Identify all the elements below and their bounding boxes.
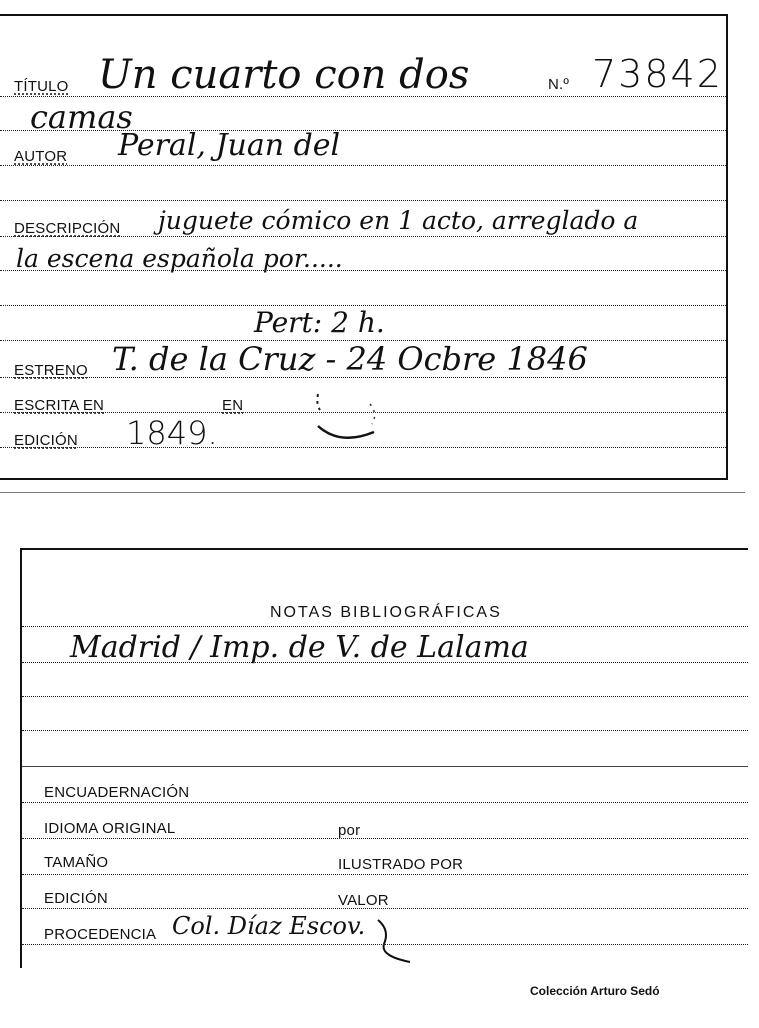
autor-label: AUTOR <box>14 148 68 165</box>
edicion-label-back: EDICIÓN <box>44 890 108 907</box>
edicion-value: 1849. <box>126 414 218 452</box>
titulo-label: TÍTULO <box>14 78 69 95</box>
catalog-card-front <box>0 0 759 500</box>
catalog-card-back <box>0 540 759 1010</box>
card-front-top-border <box>0 14 728 16</box>
valor-label: VALOR <box>338 892 389 909</box>
por-label: por <box>338 822 361 839</box>
card-front-bottom-border <box>0 478 728 480</box>
numero-value: 73842 <box>592 52 723 96</box>
descripcion-continuation: la escena española por..... <box>16 244 343 273</box>
idioma-label: IDIOMA ORIGINAL <box>44 820 176 837</box>
card-back-top-border <box>22 548 748 550</box>
rule-line <box>22 874 748 875</box>
card-front-right-border <box>726 14 728 480</box>
procedencia-flourish <box>370 910 430 970</box>
procedencia-label: PROCEDENCIA <box>44 926 157 943</box>
card-back-left-border <box>20 548 22 968</box>
card-back-top-shadow <box>0 492 745 493</box>
rule-line-solid <box>22 766 748 767</box>
estreno-label: ESTRENO <box>14 362 88 379</box>
rule-line <box>22 802 748 803</box>
rule-line <box>0 200 726 201</box>
notas-heading: NOTAS BIBLIOGRÁFICAS <box>270 604 502 621</box>
pencil-stroke <box>310 390 390 450</box>
rule-line <box>22 838 748 839</box>
titulo-continuation: camas <box>30 98 133 136</box>
procedencia-value: Col. Díaz Escov. <box>172 912 366 940</box>
encuadernacion-label: ENCUADERNACIÓN <box>44 784 190 801</box>
notas-value: Madrid / Imp. de V. de Lalama <box>70 630 529 665</box>
pages-note: Pert: 2 h. <box>254 306 385 339</box>
escrita-en-label: ESCRITA EN <box>14 397 105 414</box>
rule-line <box>22 908 748 909</box>
rule-line <box>0 165 726 166</box>
rule-line <box>22 944 748 945</box>
rule-line <box>22 696 748 697</box>
numero-label: N.º <box>548 76 570 93</box>
ilustrado-label: ILUSTRADO POR <box>338 856 464 873</box>
descripcion-value: juguete cómico en 1 acto, arreglado a <box>158 206 639 235</box>
rule-line <box>22 662 748 663</box>
estreno-value: T. de la Cruz - 24 Ocbre 1846 <box>112 340 588 378</box>
edicion-label: EDICIÓN <box>14 432 78 449</box>
tamano-label: TAMAÑO <box>44 854 109 871</box>
titulo-value: Un cuarto con dos <box>98 52 470 98</box>
en-label: EN <box>222 397 244 414</box>
autor-value: Peral, Juan del <box>118 128 341 163</box>
rule-line <box>22 730 748 731</box>
rule-line <box>22 626 748 627</box>
descripcion-label: DESCRIPCIÓN <box>14 220 121 237</box>
collection-footer: Colección Arturo Sedó <box>530 984 660 998</box>
